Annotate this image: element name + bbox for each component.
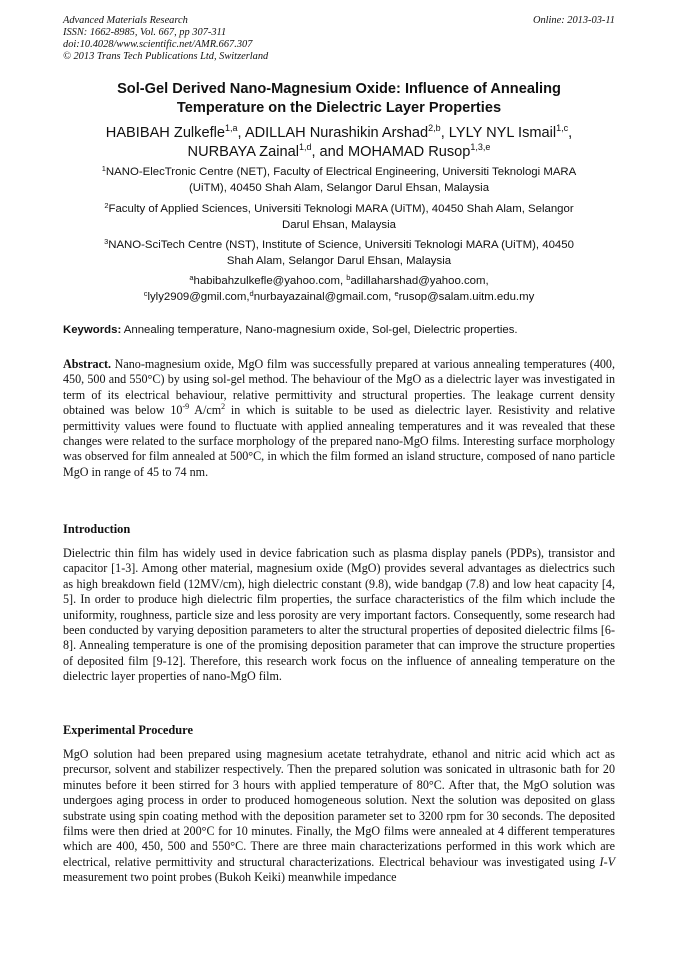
paper-title — [63, 80, 615, 118]
affiliation-text: Shah Alam, Selangor Darul Ehsan, Malaysia — [226, 254, 452, 267]
issn-line: ISSN: 1662-8985, Vol. 667, pp 307-311 — [63, 27, 227, 38]
email-address: adillaharshad@yahoo.com, — [350, 275, 489, 287]
author-line-2 — [63, 143, 615, 162]
email-address: nurbayazainal@gmail.com, — [253, 290, 395, 303]
email-address: rusop@salam.uitm.edu.my — [398, 290, 535, 303]
keywords-label: Keywords: — [63, 324, 122, 336]
affiliation-1 — [63, 165, 615, 196]
experimental-text-part: measurement two point probes (Bukoh Keiki) meanwhile impedance — [63, 870, 397, 885]
author-sup: 1,a — [225, 123, 238, 133]
experimental-text — [63, 747, 615, 886]
author-sup: 2,b — [428, 123, 441, 133]
email-address: lyly2909@gmil.com, — [147, 290, 250, 303]
author-name: LYLY NYL Ismail — [448, 125, 557, 141]
abstract-exponent: 2 — [221, 402, 226, 412]
journal-name: Advanced Materials Research — [63, 15, 188, 26]
introduction-heading: Introduction — [63, 522, 131, 536]
title-line-1: Sol-Gel Derived Nano-Magnesium Oxide: Influence of Annealing — [117, 81, 561, 97]
author-name: HABIBAH Zulkefle — [105, 125, 226, 141]
iv-term: I-V — [599, 854, 615, 869]
affiliation-text: NANO-ElecTronic Centre (NET), Faculty of Electrical Engineering, Universiti Teknologi MARA — [105, 166, 577, 178]
author-name: ADILLAH Nurashikin Arshad — [244, 125, 429, 141]
affiliation-text: Darul Ehsan, Malaysia — [282, 218, 396, 231]
doi-line: doi:10.4028/www.scientific.net/AMR.667.307 — [63, 39, 253, 50]
affiliation-text: (UiTM), 40450 Shah Alam, Selangor Darul Ehsan, Malaysia — [188, 181, 490, 194]
affiliation-text: NANO-SciTech Centre (NST), Institute of Science, Universiti Teknologi MARA (UiTM), 40450 — [108, 239, 574, 251]
email-list — [63, 274, 615, 305]
keywords-text: Annealing temperature, Nano-magnesium oxide, Sol-gel, Dielectric properties. — [121, 324, 518, 336]
affiliation-number: 3 — [104, 237, 109, 246]
affiliation-number: 1 — [101, 164, 106, 173]
author-sup: 1,d — [298, 142, 312, 152]
abstract-text: in which is suitable to be used as dielectric layer. Resistivity and relative permittivity values were found to fluctuate with applied annealing temperatures and it was revealed that these changes were related to the surface morphology of the prepared nano-MgO films. Interesting surface morphology was observed for film annealed at 500°C, in which the film formed an island structure, composed of nano particle MgO in range of 45 to 74 nm. — [63, 403, 616, 479]
email-sup: b — [346, 273, 351, 282]
online-date: Online: 2013-03-11 — [532, 15, 615, 26]
author-separator: , — [440, 125, 449, 141]
affiliation-number: 2 — [104, 201, 109, 210]
email-sup: a — [189, 273, 194, 282]
author-list — [63, 124, 615, 162]
keywords — [63, 323, 615, 338]
author-name: NURBAYA Zainal — [187, 144, 299, 160]
abstract-label: Abstract. — [63, 357, 112, 371]
email-sup: c — [143, 288, 148, 298]
title-line-2: Temperature on the Dielectric Layer Properties — [176, 100, 502, 116]
abstract-text: Nano-magnesium oxide, MgO film was successfully prepared at various annealing temperatures (400, 450, 500 and 550°C) by using sol-gel method. The behaviour of the MgO as a dielectric layer was investigated in term of its electrical behaviour, relative permittivity and structural properties. The leakage current density obtained was below 10 — [63, 357, 615, 418]
journal-header — [63, 15, 615, 63]
experimental-heading: Experimental Procedure — [63, 723, 193, 737]
experimental-text-part: MgO solution had been prepared using magnesium acetate tetrahydrate, ethanol and nitric acid which act as precursor, solvent and stabilizer respectively. Then the prepared solution was sonicated in ultrasonic bath for 20 minutes before it been stirred for 3 hours with applied temperature of 80°C. After that, the MgO solution was undergoes aging process in order to produced homogeneous solution. Next the solution was deposited on glass substrate using spin coating method with the deposition parameter set to 3200 rpm for 30 seconds. The deposited films were then dried at 200°C for 10 minutes. Finally, the MgO films were annealed at 4 different temperatures which are 400, 450, 500 and 550°C. There are three main characterizations performed in this work which are electrical, relative permittivity and structural characterizations. Electrical behaviour was investigated using — [63, 747, 615, 869]
email-sup: d — [249, 288, 254, 298]
affiliation-text: Faculty of Applied Sciences, Universiti Teknologi MARA (UiTM), 40450 Shah Alam, Selangor — [108, 203, 574, 215]
author-separator: , and — [311, 144, 348, 160]
author-sup: 1,3,e — [470, 142, 491, 152]
author-separator: , — [237, 125, 245, 141]
introduction-text: Dielectric thin film has widely used in device fabrication such as plasma display panels (PDPs), transistor and capacitor [1-3]. Among other material, magnesium oxide (MgO) provides several advantages as dielectrics such as high breakdown field (12MV/cm), high dielectric constant (9.8), wide bandgap (7.8) and low heat capacity [4, 5]. In order to produce high dielectric film properties, the surface characteristics of the film which include the uniformity, roughness, particle size and less porosity are very important factors. Consequently, some research had been conducted by varying deposition parameters to alter the structural properties of deposited dielectric films [6-8]. Annealing temperature is one of the promising deposition parameter that can improve the structure properties of deposited film [9-12]. Therefore, this research work focus on the influence of annealing temperature on the dielectric layer properties of nano-MgO film. — [63, 546, 615, 684]
abstract-exponent: -9 — [182, 402, 190, 412]
copyright-line: © 2013 Trans Tech Publications Ltd, Switzerland — [63, 51, 269, 62]
email-sup: e — [394, 288, 399, 298]
email-address: habibahzulkefle@yahoo.com, — [193, 275, 347, 287]
author-line-1: HABIBAH Zulkefle$^{1,a}$, ADILLAH Nurashikin Arshad$^{2,b}$, LYLY NYL Ismail$^{1,c}$, — [105, 123, 573, 141]
abstract — [63, 357, 615, 480]
affiliation-3 — [63, 238, 615, 269]
abstract-text: A/cm — [189, 403, 222, 418]
author-name: MOHAMAD Rusop — [347, 144, 471, 160]
affiliation-2 — [63, 202, 615, 233]
author-sup: 1,c — [556, 123, 569, 133]
